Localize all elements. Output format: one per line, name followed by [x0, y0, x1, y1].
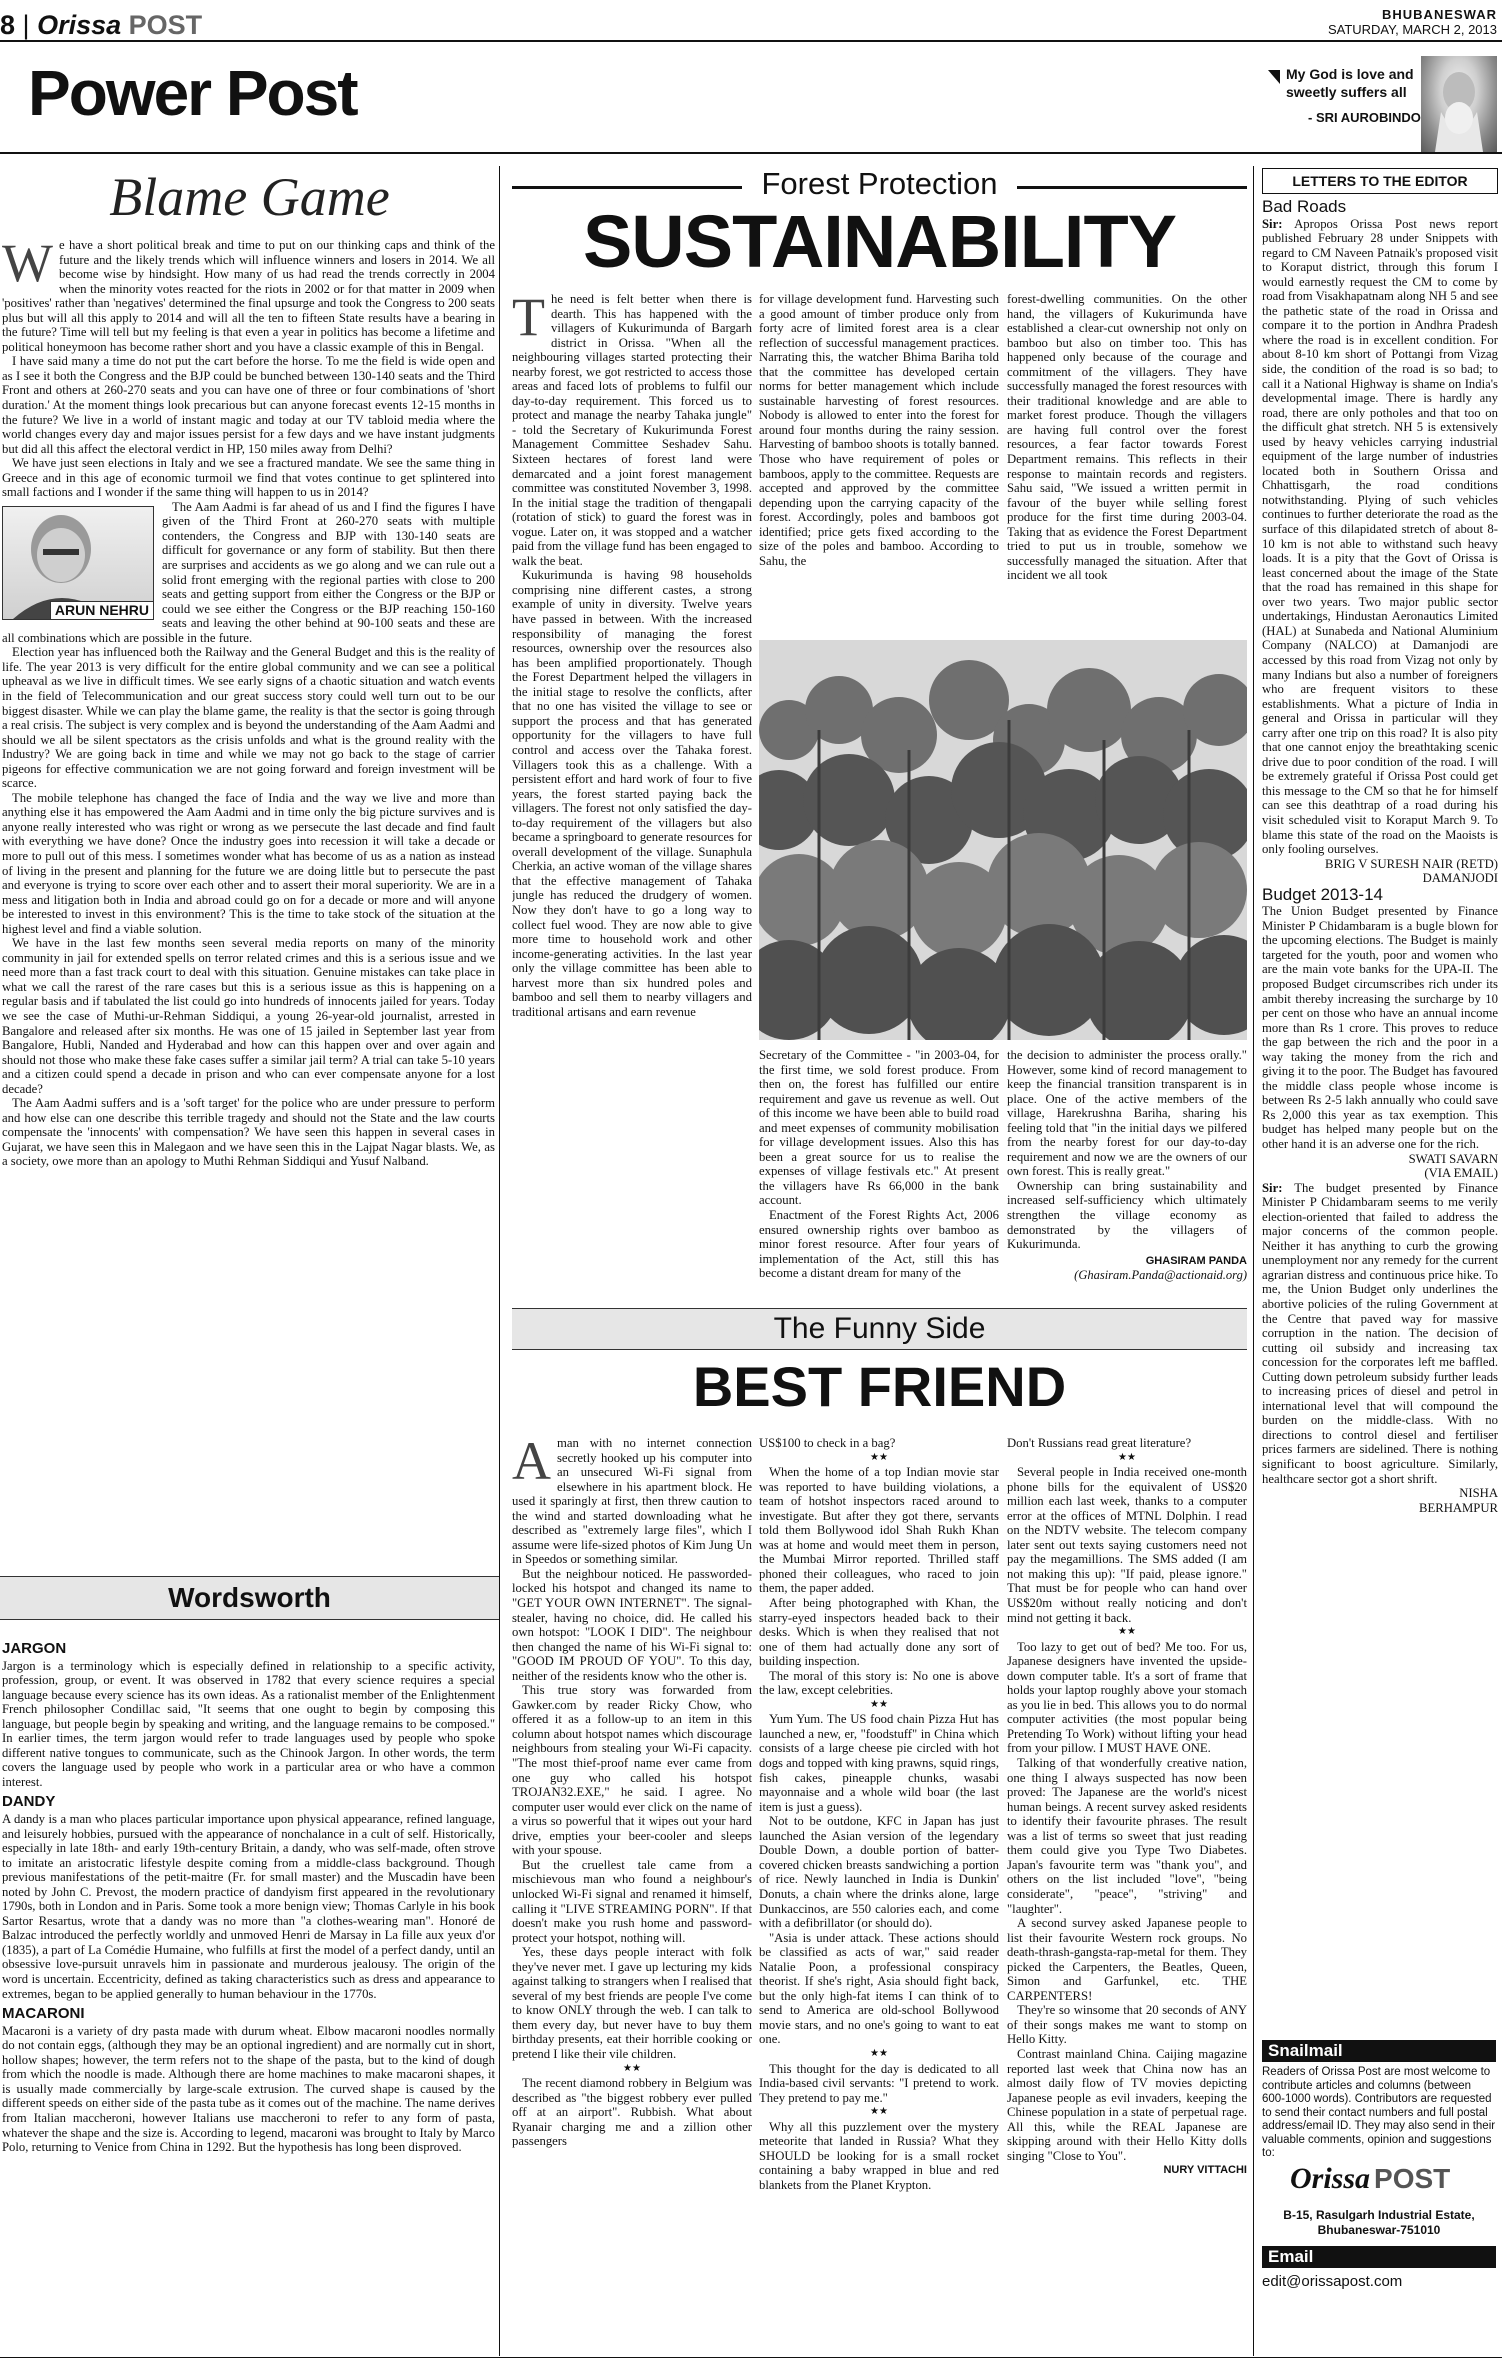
letter-2-text: The Union Budget presented by Finance Minister P Chidambaram is a bugle blown for the upcoming elections. The Budget is mainly targeted for the youth, poor and women who are the main vote banks for the UPA-II. The proposed Budget circumscribes rich under its ambit thereby increasing the surcharge by 10 per cent on those who have an annual income more than Rs 1 crore. This proves to reduce the gap between the rich and the poor in a way taking the money from the rich and giving it to the poor. The Budget has favoured the middle class people whose income is between Rs 2-5 lakh annually who could save Rs 2,000 this year as tax exemption. This budget has helped many people but on the other hand it is an adverse one for the rich. — [1262, 904, 1498, 1151]
dropcap: T — [512, 292, 545, 347]
address-line-1: B-15, Rasulgarh Industrial Estate, — [1283, 2208, 1475, 2222]
macaroni-text: Macaroni is a variety of dry pasta made with durum wheat. Elbow macaroni noodles normally do not contain eggs, (although they may be an optional ingredient) and are normally cut in short, hollow shapes; however, the term refers not to the shape of the pasta, but to the kind of dough from which the noodle is made. Although there are home machines to make macaroni shapes, it is usually made commercially by large-scale extrusion. The curved shape is caused by the different speeds on either side of the pasta tube as it comes out of the machine. The name derives from Italian maccheroni, however Italians use maccheroni to refer to any form of pasta, whatever the shape and the size is. According to legend, macaroni was brought to Italy by Marco Polo, returning to Venice from China in 1292. But the hypothesis has long been disproved. — [2, 2023, 495, 2155]
quote-line-1: My God is love and — [1286, 66, 1414, 82]
letter-1-title: Bad Roads — [1262, 198, 1347, 216]
letters-column — [1262, 198, 1498, 2034]
article-paragraph: The recent diamond robbery in Belgium was described as "the biggest robbery ever pulled off at an airport". Rubbish. What about Ryanair charging me and a zillion other passengers — [512, 2076, 752, 2149]
article-paragraph: We have in the last few months seen several media reports on many of the minority community in jail for extended spells on terror related crimes and this is a serious issue and we need more than a fast track court to deal with this situation. Genuine mistakes can take place in what we call the rarest of the rare cases but this is a serious issue as this is happening on a regular basis and if tabulated the list could go into hundreds of innocents jailed for years. Today we see the case of Muthi-ur-Rehman Siddiqui, a young 26-year-old journalist, arrested in Bangalore and released after six months. He was one of 15 jailed in September last year from Bangalore, Hubli, Nanded and Hyderabad and how can this happen over and over again and should not those who make these fake cases suffer a similar jail term? A trial can take 5-10 years and a citizen could spend a decade in prison and who can ever compensate anyone for a lost decade? — [2, 936, 495, 1096]
letter-1-place: DAMANJODI — [1422, 871, 1498, 886]
forest-byline: GHASIRAM PANDA — [1145, 1254, 1247, 1267]
snailmail-header: Snailmail — [1262, 2040, 1496, 2062]
kicker-rule-left — [512, 186, 742, 189]
article-paragraph: The Aam Aadmi is far ahead of us and I find the figures I have given of the Third Front at 260-270 seats with multiple contenders, the Congress and BJP with 130-140 seats are difficult for governance or any form of stability. But then there are surprises and accidents as we go along and we can rule out a solid front emerging with the regional parties with close to 200 seats and getting support from either the Congress or the BJP or could we see either the Congress or the BJP reaching 150-160 seats and leaving the other behind at 90-100 seats and these are all combinations which are possible in the future. — [2, 499, 495, 645]
page-folio: 8 | Orissa POST — [0, 10, 203, 40]
article-paragraph: US$100 to check in a bag? — [759, 1436, 896, 1450]
letter-salutation: Sir: — [1262, 216, 1283, 231]
article-paragraph: Yum Yum. The US food chain Pizza Hut has launched a new, er, "foodstuff" in China which consists of a large cheese pie circled with hot dogs and topped with king prawns, squid rings, fish cakes, pineapple chunks, wasabi mayonnaise and a whole wild boar (the last item is just a guess). — [759, 1712, 999, 1814]
funny-byline: NURY VITTACHI — [1163, 2164, 1247, 2177]
wordsworth-article — [2, 1636, 495, 2356]
orissa-post-logo — [1290, 2162, 1490, 2200]
divider-left — [499, 166, 500, 2356]
letter-3-signature: NISHA — [1459, 1486, 1498, 1501]
forest-col-1 — [512, 292, 752, 1324]
dateline-date: SATURDAY, MARCH 2, 2013 — [1327, 22, 1497, 37]
address-line-2: Bhubaneswar-751010 — [1317, 2223, 1441, 2237]
article-paragraph: Several people in India received one-month phone bills for the equivalent of US$20 million each last week, thanks to a computer error at the offices of MTNL Dolphin. I read on the NDTV website. The telecom company later sent out texts saying customers need not pay the megamillions. The SMS added (I am not making this up): "If paid, please ignore." That must be for people who can hand over US$20m without really noticing and don't mind not getting it back. — [1007, 1465, 1247, 1625]
author-caption: ARUN NEHRU — [50, 601, 153, 619]
article-paragraph: he need is felt better when there is dearth. This has happened with the villagers of Kukurimunda of Bargarh district in Orissa. "When all the neighbouring villages started protecting their nearby forest, we got restricted to access those areas and faced lots of problems to fulfil our day-to-day requirement. This forced us to protect and manage the nearby Tahaka jungle" - told the Secretary of Kukurimunda Forest Management Committee Seshadev Sahu. Sixteen hectares of forest land were demarcated and a joint forest management committee was constituted November 3, 1998. In the initial stage the tradition of thengapali (rotation of stick) to guard the forest was in vogue. Later on, it was stopped and a watcher paid from the village fund has been engaged to walk the beat. — [512, 292, 752, 568]
letter-salutation: Sir: — [1262, 1180, 1283, 1195]
forest-photo — [759, 640, 1247, 1040]
letter-3-place: BERHAMPUR — [1419, 1500, 1498, 1515]
pub-post: POST — [128, 10, 203, 40]
article-paragraph: We have just seen elections in Italy and we see a fractured mandate. We see the same thing in Greece and in this age of economic turmoil we find that votes continue to get splintered into small factions and I wonder if the same thing will happen to us in 2014? — [2, 456, 495, 500]
article-paragraph: Election year has influenced both the Railway and the General Budget and this is the reality of life. The year 2013 is very difficult for the entire global community and we can see a political upheaval as we live in difficult times. We see early signs of a chaotic situation and watch events in the field of Telecommunication and our great success story could well turn out to be our biggest disaster. While we can play the blame game, the reality is that the sector is going through a real crisis. The subject is very complex and is beyond the understanding of the Aam Aadmi and should we all be silent spectators as the crisis unfolds and what is the ground reality with the Industry? We are going back in time and while we may not go back to the stage of carrier pigeons for effective communication we are not going forward and foreign investment will be scarce. — [2, 645, 495, 791]
letter-3-text: The budget presented by Finance Minister P Chidambaram seems to me verily election-oriented that failed to address the major concerns of the common people. Neither it has anything to curb the growing unemployment nor any remedy for the current agrarian distress and continuous price hike. To me, the Union Budget only underlines the abortive policies of the ruling Government at the Centre that paved way for massive corruption in the nation. The decision of cutting oil subsidy and increasing tax concession for the corporates left me baffled. Cutting down petroleum subsidy further leads to increasing prices of diesel and petrol in international level that will compound the burden on the middle-class. With no directions to control diesel and fertiliser prices farmers are sidelined. There is nothing significant to boost agriculture. Similarly, healthcare sector got a short shrift. — [1262, 1180, 1498, 1486]
funny-kicker-bar — [512, 1308, 1247, 1350]
article-paragraph: Enactment of the Forest Rights Act, 2006 ensured ownership rights over bamboo as minor forest resource. After four years of implementation of the Act, still this has become a distant dream for many of the — [759, 1208, 999, 1281]
blame-game-article — [2, 238, 495, 1554]
masthead-bottom-rule — [0, 152, 1502, 154]
dropcap: A — [512, 1436, 551, 1491]
section-title: Power Post — [28, 57, 357, 129]
section-stars: ★★ — [1118, 1451, 1136, 1463]
article-paragraph: Yes, these days people interact with folk they've never met. I gave up lecturing my kids against talking to strangers when I realised that several of my best friends are people I've come to know ONLY through the web. I can talk to them every day, but never have to buy them birthday presents, eat their horrible cooking or pretend I like their vile children. — [512, 1945, 752, 2061]
article-paragraph: A second survey asked Japanese people to list their favourite Western rock groups. No death-thrash-gangsta-rap-metal for them. They picked the Carpenters, the Beatles, Queen, Simon and Garfunkel, etc. THE CARPENTERS! — [1007, 1916, 1247, 2003]
dandy-heading: DANDY — [2, 1793, 56, 1811]
article-paragraph: "Asia is under attack. These actions should be classified as acts of war," said reader Natalie Poon, a professional conspiracy theorist. If she's right, Asia should fight back, but the only high-fat items I can think of to send to America are old-school Bollywood movie stars, and no one's going to want to eat one. — [759, 1930, 999, 2047]
forest-col-2-lower — [759, 1048, 999, 1328]
article-paragraph: When the home of a top Indian movie star was reported to have building violations, a team of hotshot inspectors raced around to investigate. But after they got there, servants told them Bollywood idol Shah Rukh Khan was at home and would meet them in person, the Mumbai Mirror reported. Thrilled staff phoned their colleagues, who raced to join them, the paper added. — [759, 1465, 999, 1596]
blame-game-title: Blame Game — [109, 167, 390, 227]
letter-2-signature: SWATI SAVARN — [1408, 1151, 1498, 1166]
quote-box — [1268, 62, 1498, 150]
forest-col-2 — [759, 292, 999, 632]
funny-col-3 — [1007, 1436, 1247, 2356]
author-photo — [2, 506, 154, 620]
article-paragraph: The moral of this story is: No one is above the law, except celebrities. — [759, 1668, 999, 1698]
snailmail-text: Readers of Orissa Post are most welcome to contribute articles and columns (between 600-1000 words). Contributors are requested to send their contact numbers and full postal address/email ID. They may also send in their valuable comments, opinion and suggestions to: — [1262, 2066, 1496, 2159]
logo-orissa: Orissa — [1290, 2162, 1371, 2195]
article-paragraph: But the neighbour noticed. He passworded-locked his hotspot and changed its name to "GET YOUR OWN INTERNET". The signal-stealer, having no choice, did. He called his own hotspot: "LOOK I DID". The neighbour then changed the name of his Wi-Fi signal to: "GOOD IM PROUD OF YOU". To this day, neither of the residents know who the other is. — [512, 1566, 752, 1683]
aurobindo-portrait — [1421, 56, 1497, 152]
article-paragraph: They're so winsome that 20 seconds of ANY of their songs makes me want to stomp on Hello Kitty. — [1007, 2003, 1247, 2047]
forest-col-3 — [1007, 292, 1247, 632]
forest-col-3-lower — [1007, 1048, 1247, 1328]
funny-headline: BEST FRIEND — [692, 1355, 1067, 1418]
letters-header-box — [1262, 168, 1498, 194]
kicker-rule-right — [1017, 186, 1247, 189]
article-paragraph: Kukurimunda is having 98 households comprising nine different castes, a strong example of unity in diversity. Twelve years have passed in between. With the increased responsibility of managing the forest resources, ownership over the resources also has been amplified proportionately. Though the Forest Department helped the villagers in the initial stage to resolve the conflicts, after that no one has visited the village to see or support the process and that has generated opportunity for the villagers to have full control and access over the Tahaka forest. Villagers took this as a challenge. With a persistent effort and hard work of four to five years, the forest started paying back the villagers. The forest not only satisfied the day-to-day requirement of the villagers but also became a springboard to generate resources for overall development of the village. Sunaphula Cherkia, an active woman of the village shares that the effective management of Tahaka jungle has reduced the drudgery of women. Now they don't have to go a long way to collect fuel wood. They are now able to give more time to household work and other income-generating activities. In the last year only the village committee has been able to harvest more than six hundred poles and bamboo and sell them to nearby villagers and traditional artisans and earn revenue — [512, 568, 752, 1019]
article-paragraph: But the cruellest tale came from a mischievous man who found a neighbour's unlocked Wi-Fi signal and renamed it himself, calling it "LIVE STREAMING PORN". If that doesn't make you rush home and password-protect your hotspot, nothing will. — [512, 1857, 752, 1945]
quote-mark-icon — [1268, 70, 1280, 84]
email-header: Email — [1262, 2246, 1496, 2268]
dropcap: W — [2, 238, 53, 293]
funny-kicker: The Funny Side — [773, 1312, 986, 1345]
page-bottom-rule — [0, 2357, 1502, 2358]
article-paragraph: Ownership can bring sustainability and increased self-sufficiency which ultimately strengthen the village economy as demonstrated by the villagers of Kukurimunda. — [1007, 1178, 1247, 1252]
email-link[interactable]: edit@orissapost.com — [1262, 2273, 1403, 2290]
article-paragraph: The Aam Aadmi suffers and is a 'soft target' for the police who are under pressure to perform and how else can one describe this terrible tragedy and should not the State and the law courts compensate the 'innocents' with compensation? We have seen this happen in several cases in Gujarat, we have seen this in Malegaon and we have seen this in the Lajpat Nagar blasts. We, as a society, owe more than an apology to Muthi Rehman Siddiqui and Yusuf Nalband. — [2, 1096, 495, 1169]
forest-kicker: Forest Protection — [761, 166, 998, 201]
funny-col-2 — [759, 1436, 999, 2356]
letter-1-text: Apropos Orissa Post news report published February 28 under Snippets with regard to CM Naveen Patnaik's proposed visit to Koraput district, through this forum I would earnestly request the CM to come by road from Visakhapatnam along NH 5 and see the pathetic state of the road in Orissa and compare it to the portion in Andhra Pradesh where the road is in excellent condition. For about 8-10 km short of Pottangi from Vizag side, the condition of the road is so bad; to call it a National Highway is shame on India's developmental image. There is hardly any road, there are only potholes and that too on the difficult ghat stretch. NH 5 is extensively used by heavy vehicles carrying industrial equipment of the large number of industries located both in Southern Orissa and Chhattisgarh, the road conditions notwithstanding. Plying of such vehicles continues to further deteriorate the road as the surface of this dilapidated stretch of about 8-10 km is not able to withstand such heavy loads. It is a pity that the Govt of Orissa is least concerned about the image of the State that the road has remained in this shape for over two years. Two major public sector undertakings, Hindustan Aeronautics Limited (HAL) at Sunabeda and National Aluminium Company (NALCO) at Damanjodi are accessed by this road from Vizag not only by many Indians but also a number of foreigners who are frequent visitors to these establishments. What a picture of India in general and Orissa in particular will they carry after one trip on this road? It is also pity that one cannot enjoy the breathtaking scenic drive due to poor condition of the road. I will be extremely grateful if Orissa Post could get this message to the CM so that he for himself can see this deathtrap of a road during his visit scheduled visit to Koraput March 9. To blame this state of the road on the Maoists is only fooling ourselves. — [1262, 216, 1498, 857]
letter-2-place: (VIA EMAIL) — [1424, 1166, 1498, 1181]
divider-right — [1253, 166, 1254, 2356]
article-paragraph: Talking of that wonderfully creative nation, one thing I always suspected has now been proved: The Japanese are the world's nicest human beings. A recent survey asked residents to identify their favourite phrases. The result was a list of terms so sweet that just reading them could give you Type Two Diabetes. Japan's favourite term was "thank you", and others on the list included "love", "being considerate", "peace", "striving" and "laughter". — [1007, 1756, 1247, 1916]
letters-header: LETTERS TO THE EDITOR — [1292, 173, 1468, 189]
masthead-rule — [0, 40, 1502, 42]
article-paragraph: Don't Russians read great literature? — [1007, 1436, 1192, 1450]
letter-2-title: Budget 2013-14 — [1262, 884, 1383, 904]
section-stars: ★★ — [870, 1451, 888, 1463]
funny-col-1 — [512, 1436, 752, 2356]
article-paragraph: Too lazy to get out of bed? Me too. For us, Japanese designers have invented the upside-down computer table. It's a sort of frame that holds your laptop roughly above your stomach as you lie in bed. This allows you to do normal computer activities (the most popular being Pretending To Work) without lifting your head from your pillow. I MUST HAVE ONE. — [1007, 1639, 1247, 1756]
article-paragraph: This thought for the day is dedicated to all India-based civil servants: "I pretend to work. They pretend to pay me." — [759, 2061, 999, 2105]
article-paragraph: Secretary of the Committee - "in 2003-04, for the first time, we sold forest produce. From then on, the forest has fulfilled our entire requirement and gave us revenue as well. Out of this income we have been able to build road and meet expenses of community mobilisation for village development issues. Also this has been a great source for us to realise the expenses of village festivals etc." At present the villagers have Rs 66,000 in the bank account. — [759, 1048, 999, 1208]
article-paragraph: the decision to administer the process orally." However, some kind of record management to keep the financial transition transparent is in place. One of the active members of the village, Harekrushna Bariha, sharing his feeling told that "in the initial days we pilfered from the nearby forest for our day-to-day requirement and now we are the owners of our own forest. This is really great." — [1007, 1048, 1247, 1179]
forest-kicker-bar — [512, 166, 1247, 201]
quote-author: - SRI AUROBINDO — [1308, 110, 1421, 125]
quote-line-2: sweetly suffers all — [1286, 84, 1407, 100]
jargon-text: Jargon is a terminology which is especially defined in relationship to a specific activity, profession, group, or event. It was observed in 1782 that every science requires a special language because every science has its own ideas. As a rationalist member of the Enlightenment French philosopher Condillac said, "It seems that one ought to begin by composing this language, but people begin by speaking and writing, and the language remains to be composed." In earlier times, the term jargon would refer to trade languages used by people who spoke different native tongues to communicate, such as the Chinook Jargon. In other words, the term covers the language used by people who work in a particular area or who have a common interest. — [2, 1658, 495, 1789]
article-paragraph: I have said many a time do not put the cart before the horse. To me the field is wide open and as I see it both the Congress and the BJP could be bunched between 130-140 seats and the Third Front and others at 260-270 seats and you can have one of three or four combinations of 'short duration.' At the moment things look precarious but can anyone forecast events 12-15 months in the future? We live in a world of instant magic and today at our TV tabloid media where the world changes every day and major issues persist for a few days and we have instant judgments but did all this affect the electoral verdict in HP, 150 miles away from Delhi? — [2, 354, 495, 456]
forest-headline: SUSTAINABILITY — [582, 200, 1177, 283]
article-paragraph: forest-dwelling communities. On the other hand, the villagers of Kukurimunda have established a clear-cut ownership not only on bamboo but also on timber too. This has happened only because of the courage and commitment of the villagers. They have successfully managed the forest resources with their traditional knowledge and are able to market forest produce. Though the villagers are having full control over the forest resources, a fear factor towards Forest Department remains. This reflects in their response to maintain records and registers. Sahu said, "We issued a written permit in favour of the buyer while selling forest produce for the first time during 2003-04. Taking that as evidence the Forest Department tried to put us in trouble, somehow we successfully managed the situation. After that incident we all took — [1007, 292, 1247, 583]
forest-author-email: (Ghasiram.Panda@actionaid.org) — [1074, 1268, 1247, 1283]
article-paragraph: man with no internet connection secretly hooked up his computer into an unsecured Wi-Fi signal from elsewhere in his apartment block. He used it sparingly at first, then threw caution to the wind and started downloading what he described as "extremely large files", which I assume were life-sized photos of Kim Jung Un in Speedos or something similar. — [512, 1436, 752, 1567]
article-paragraph: After being photographed with Khan, the starry-eyed inspectors headed back to their desks. Which is when they realised that not one of them had actually done any sort of building inspection. — [759, 1596, 999, 1669]
pub-name: Orissa — [37, 10, 122, 40]
article-paragraph: for village development fund. Harvesting such a good amount of timber produce only from forty acre of limited forest area is a clear reflection of successful management practices. Narrating this, the watcher Bhima Bariha told that the committee has developed certain norms for better management which include sustainable harvesting of forest resources. Nobody is allowed to enter into the forest for around four months during the rainy session. Harvesting of bamboo shoots is totally banned. Those who have requirement of poles or bamboos, apply to the committee. Requests are accepted and approved by the committee depending upon the carrying capacity of the forest. Accordingly, poles and bamboos got identified; price gets fixed according to the size of the poles and bamboo. According to Sahu, the — [759, 292, 999, 568]
section-stars: ★★ — [870, 1698, 888, 1710]
article-paragraph: e have a short political break and time to put on our thinking caps and think of the future and the likely trends which will influence winners and losers in 2014. We all become wise by hindsight. How many of us had read the trends correctly in 2004 when the minority votes reacted for the riots in 2002 or for that matter in 2009 when 'positives' rather than 'negatives' determined the final upsurge and took the Congress to 200 seats plus but will all this apply to 2014 and will all the ten to fifteen State results have a bearing in the future? Time will tell but my feeling is that even a year in politics has become a lifetime and political honeymoon has become rather short and you have a classic example of this in Bengal. — [2, 238, 495, 354]
article-paragraph: Not to be outdone, KFC in Japan has just launched the Asian version of the legendary Double Down, a double portion of batter-covered chicken breasts sandwiching a portion of rice. Newly launched in India is Dunkin' Donuts, a chain where the drinks alone, large Dunkaccinos, are 550 calories each, and come with a defibrillator (or should do). — [759, 1814, 999, 1931]
jargon-heading: JARGON — [2, 1640, 67, 1657]
section-stars: ★★ — [1118, 1626, 1136, 1638]
section-stars: ★★ — [623, 2062, 641, 2074]
section-stars: ★★ — [870, 2047, 888, 2059]
letter-1-signature: BRIG V SURESH NAIR (RETD) — [1325, 856, 1498, 871]
article-paragraph: Contrast mainland China. Caijing magazine reported last week that China now has an almost daily flow of TV movies depicting Japanese people as evil invaders, keeping the Chinese population in a state of perpetual rage. All this, while the REAL Japanese are skipping around with their Hello Kitty dolls singing "Close to You". — [1007, 2046, 1247, 2163]
page-number: 8 — [0, 10, 16, 40]
article-paragraph: The mobile telephone has changed the face of India and the way we live and more than anything else it has empowered the Aam Aadmi and in time only the big picture survives and is anyone really interested who was right or wrong as we persecute the last decade and find fault with everything we have done? Once the industry goes into recession it will take a decade or more to pull out of this mess. I sometimes wonder what has become of us as a nation as instead of living in the present and planning for the future we are doing little but to persecute the past and everyone is trying to score over each other and to assert their moral superiority. We are in a mess and litigation both in India and abroad could go on for a decade or more and will anyone be interested to invest in this environment? This is the time to take stock of the situation at the highest level and find a viable solution. — [2, 790, 495, 936]
wordsworth-header — [0, 1576, 499, 1620]
wordsworth-title: Wordsworth — [168, 1582, 331, 1613]
article-paragraph: Why all this puzzlement over the mystery meteorite that landed in Russia? What they SHOULD be looking for is a small rocket containing a baby wrapped in blue and red blankets from the Planet Krypton. — [759, 2119, 999, 2192]
dandy-text: A dandy is a man who places particular importance upon physical appearance, refined language, and leisurely hobbies, pursued with the appearance of nonchalance in a cult of self. Historically, especially in late 18th- and early 19th-century Britain, a dandy, who was self-made, often strove to imitate an aristocratic lifestyle despite coming from a middle-class background. Though previous manifestations of the petit-maitre (Fr. for small master) and the Muscadin have been noted by John C. Prevost, the modern practice of dandyism first appeared in the revolutionary 1790s, both in London and in Paris. Some took a more benign view; Thomas Carlyle in his book Sartor Resartus, wrote that a dandy was no more than "a clothes-wearing man". Honoré de Balzac introduced the perfectly worldly and unmoved Henri de Marsay in La fille aux yeux d'or (1835), a part of La Comédie Humaine, who fulfills at first the model of a perfect dandy, until an obsessive love-pursuit unravels him in passionate and murderous jealousy. The origin of the word is uncertain. Eccentricity, defined as taking characteristics such as dress and appearance to extremes, began to be applied generally to human behaviour in the 1770s. — [2, 1812, 495, 2001]
section-stars: ★★ — [870, 2106, 888, 2118]
logo-post: POST — [1374, 2163, 1451, 2194]
dateline-city: BHUBANESWAR — [1382, 7, 1497, 22]
macaroni-heading: MACARONI — [2, 2005, 85, 2023]
article-paragraph: This true story was forwarded from Gawker.com by reader Ricky Chow, who offered it as a follow-up to an item in this column about hotspot names which discourage neighbours from stealing your Wi-Fi capacity. "The most thief-proof name ever came from one guy who called his hotspot TROJAN32.EXE," he said. I agree. No computer user would ever click on the name of a virus so powerful that it wipes out your hard drive, empties your beer-cooler and sleeps with your spouse. — [512, 1683, 752, 1858]
